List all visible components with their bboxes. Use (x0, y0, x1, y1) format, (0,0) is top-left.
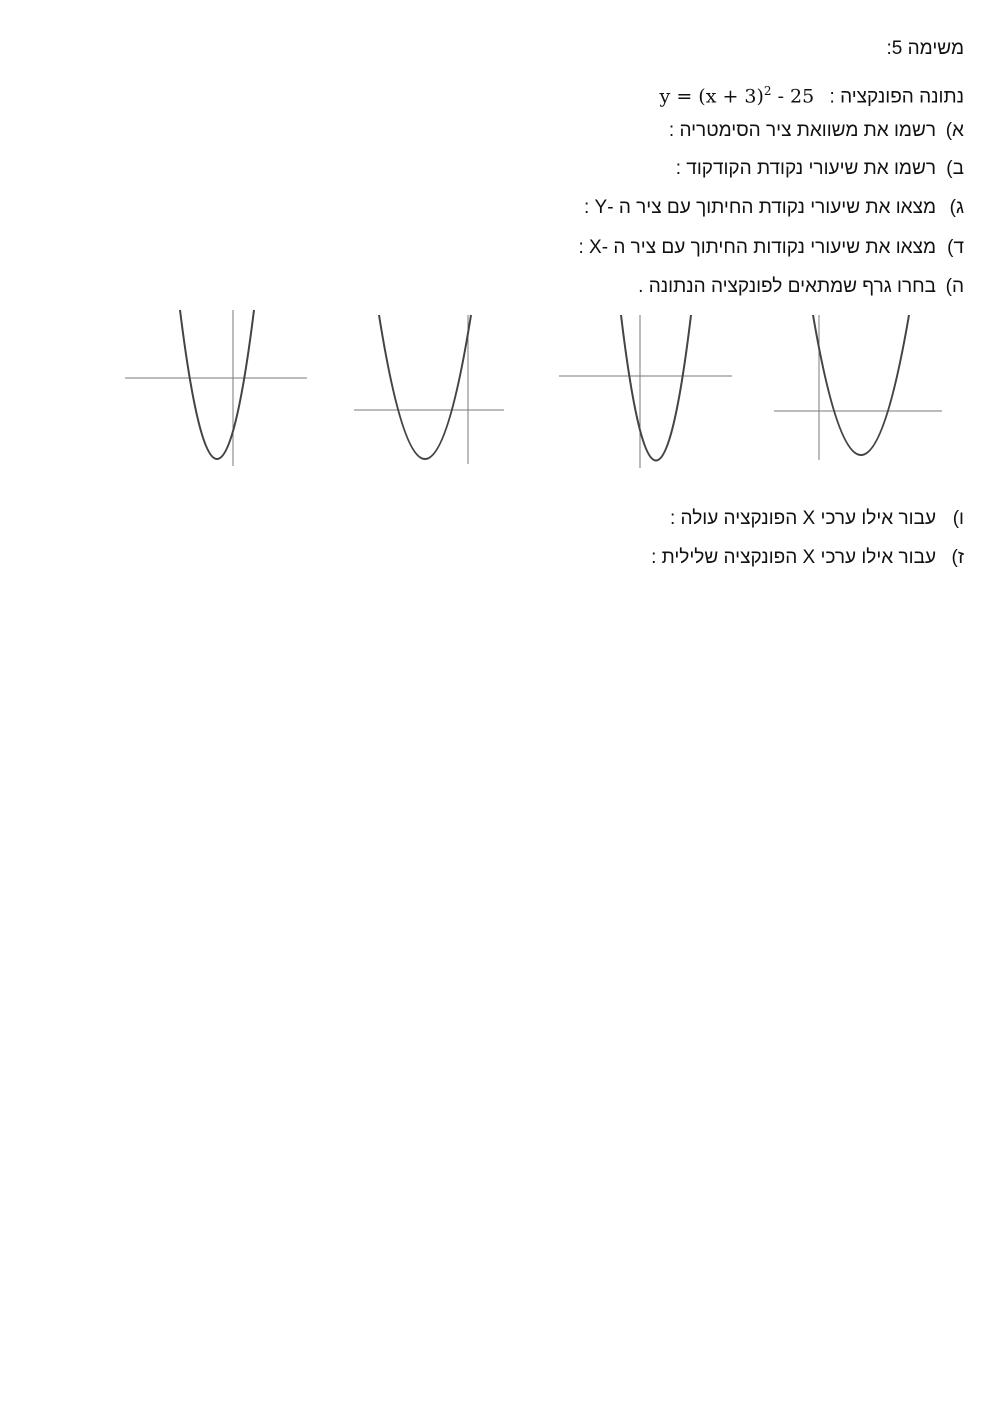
graph-option-1[interactable] (120, 300, 310, 480)
question-f (670, 507, 964, 531)
function-formula (660, 79, 815, 108)
question-letter: ב) (946, 158, 964, 179)
question-text: מצאו את שיעורי נקודת החיתוך עם ציר ה -Y : (583, 197, 936, 218)
question-b (676, 157, 964, 181)
question-letter: ז) (951, 547, 964, 568)
graph-option-3[interactable] (555, 300, 735, 480)
graph-options (0, 300, 1000, 480)
question-letter: א) (945, 120, 964, 141)
question-a (669, 119, 964, 143)
given-function-line (660, 79, 964, 109)
given-label: נתונה הפונקציה : (829, 86, 964, 108)
question-text: רשמו את משוואת ציר הסימטריה : (668, 120, 936, 141)
question-letter: ה) (945, 276, 964, 297)
parabola-curve (621, 315, 691, 461)
question-letter: ו) (952, 508, 964, 529)
parabola-graph-3 (555, 300, 735, 480)
question-text: רשמו את שיעורי נקודת הקודקוד : (675, 158, 936, 179)
question-text: עבור אילו ערכי X הפונקציה עולה : (669, 508, 936, 529)
formula-exponent: 2 (763, 84, 772, 98)
question-d (578, 236, 964, 260)
graph-option-2[interactable] (350, 300, 510, 480)
parabola-curve (180, 310, 254, 459)
formula-lhs: y = (x + 3) (659, 85, 764, 108)
parabola-graph-1 (120, 300, 310, 480)
question-e (638, 275, 964, 299)
parabola-curve (813, 315, 909, 455)
parabola-graph-4 (770, 300, 945, 480)
parabola-curve (379, 315, 471, 459)
question-text: עבור אילו ערכי X הפונקציה שלילית : (651, 547, 936, 568)
graph-option-4[interactable] (770, 300, 945, 480)
parabola-graph-2 (350, 300, 510, 480)
question-letter: ג) (949, 197, 964, 218)
formula-tail: - 25 (771, 85, 815, 108)
question-c (584, 196, 964, 220)
task-title: משימה 5: (886, 38, 964, 59)
question-text: מצאו את שיעורי נקודות החיתוך עם ציר ה -X : (578, 237, 936, 258)
question-letter: ד) (947, 237, 964, 258)
question-text: בחרו גרף שמתאים לפונקציה הנתונה . (638, 276, 936, 297)
question-g (651, 546, 964, 570)
